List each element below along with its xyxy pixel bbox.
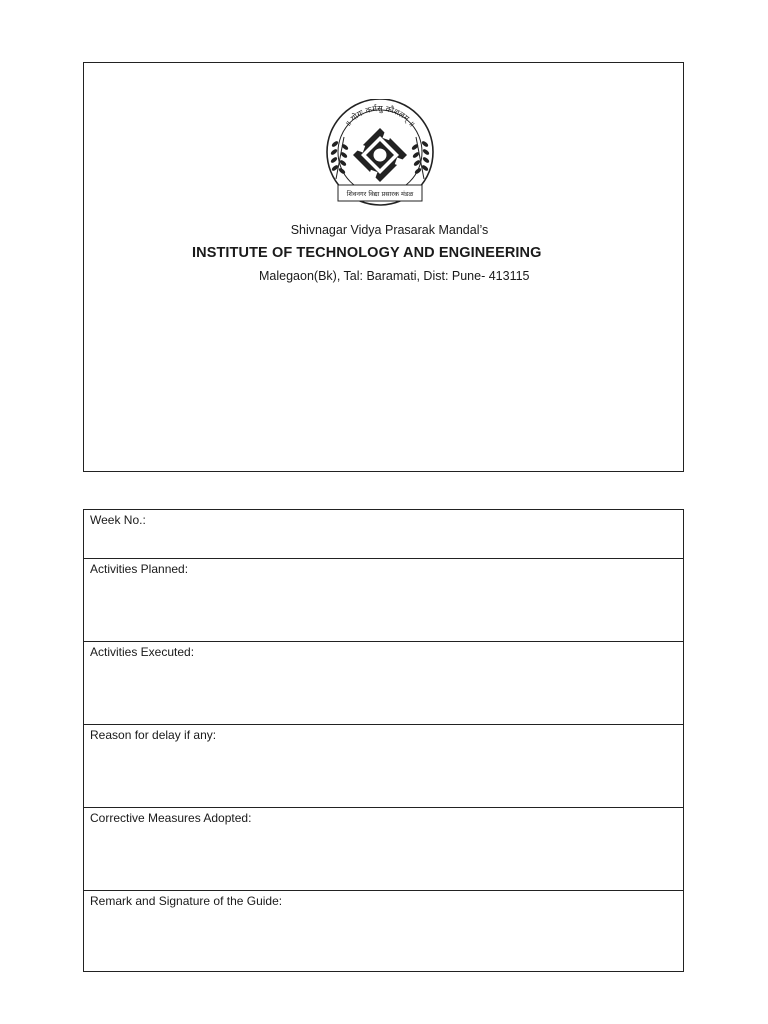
institute-address: Malegaon(Bk), Tal: Baramati, Dist: Pune- 413115 [259, 269, 530, 283]
reason-for-delay-label: Reason for delay if any: [90, 728, 217, 742]
weekly-log-table [83, 509, 684, 972]
activities-executed-label: Activities Executed: [90, 645, 195, 659]
svg-text:॥ योगः कर्मसु कौशलम् ॥ [343, 103, 416, 128]
society-name: Shivnagar Vidya Prasarak Mandal’s [290, 223, 489, 237]
reason-for-delay-row[interactable] [84, 724, 683, 807]
institute-logo [322, 99, 438, 209]
corrective-measures-row[interactable] [84, 807, 683, 890]
logo-motto: ॥ योगः कर्मसु कौशलम् ॥ [343, 104, 417, 129]
corrective-measures-label: Corrective Measures Adopted: [90, 811, 252, 825]
guide-remark-signature-label: Remark and Signature of the Guide: [90, 894, 283, 908]
logo-caption: शिवनगर विद्या प्रसारक मंडळ [346, 190, 414, 198]
institute-name: INSTITUTE OF TECHNOLOGY AND ENGINEERING [192, 245, 542, 261]
activities-planned-label: Activities Planned: [90, 562, 189, 576]
cover-header-box [83, 62, 684, 472]
activities-executed-row[interactable] [84, 641, 683, 724]
week-number-label: Week No.: [90, 513, 146, 527]
week-number-row[interactable] [84, 510, 683, 558]
guide-remark-signature-row[interactable] [84, 890, 683, 971]
activities-planned-row[interactable] [84, 558, 683, 641]
